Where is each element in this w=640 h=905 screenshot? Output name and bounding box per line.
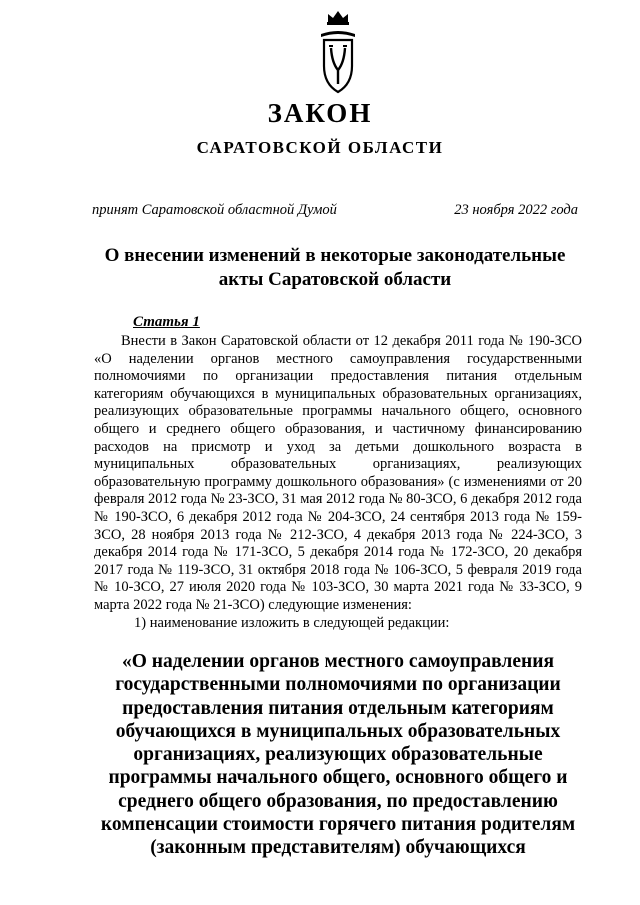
coat-of-arms-icon [318, 8, 358, 98]
law-title: ЗАКОН [267, 98, 373, 128]
adoption-date: 23 ноября 2022 года [454, 202, 578, 218]
adopted-by: принят Саратовской областной Думой [92, 202, 337, 218]
law-region: САРАТОВСКОЙ ОБЛАСТИ [196, 138, 444, 157]
new-title-quote: «О наделении органов местного самоуправления государственными полномочиями по организации предоставления питания отдельным категориям обучающихся в муниципальных образовательных организациях, реализующих образовательные программы начального общего, основного общего и среднего общего образования, по предоставлению компенсации стоимости горячего питания родителям (законным представителям) обучающихся [100, 651, 576, 859]
article-paragraph: Внести в Закон Саратовской области от 12 декабря 2011 года № 190-ЗСО «О наделении органов местного самоуправления государственными полномочиями по организации предоставления питания отдельным категориям обучающихся в муниципальных образовательных организациях, реализующих образовательные программы начального общего, основного общего и среднего общего образования, и частичному финансированию расходов на присмотр и уход за детьми дошкольного возраста в муниципальных образовательных организациях, реализующих образовательную программу дошкольного образования» (с изменениями от 20 февраля 2012 года № 23-ЗСО, 31 мая 2012 года № 80-ЗСО, 6 декабря 2012 года № 190-ЗСО, 6 декабря 2012 года № 204-ЗСО, 24 сентября 2013 года № 159-ЗСО, 28 ноября 2013 года № 212-ЗСО, 4 декабря 2013 года № 224-ЗСО, 3 декабря 2014 года № 171-ЗСО, 5 декабря 2014 года № 172-ЗСО, 20 декабря 2017 года № 119-ЗСО, 31 октября 2018 года № 106-ЗСО, 5 февраля 2019 года № 10-ЗСО, 27 июля 2020 года № 103-ЗСО, 30 марта 2021 года № 33-ЗСО, 9 марта 2022 года № 21-ЗСО) следующие изменения: [94, 333, 582, 613]
article-item-1: 1) наименование изложить в следующей редакции: [134, 614, 450, 631]
article-label: Статья 1 [133, 314, 200, 330]
document-heading: О внесении изменений в некоторые законодательные акты Саратовской области [104, 245, 566, 290]
article-body [94, 333, 582, 632]
